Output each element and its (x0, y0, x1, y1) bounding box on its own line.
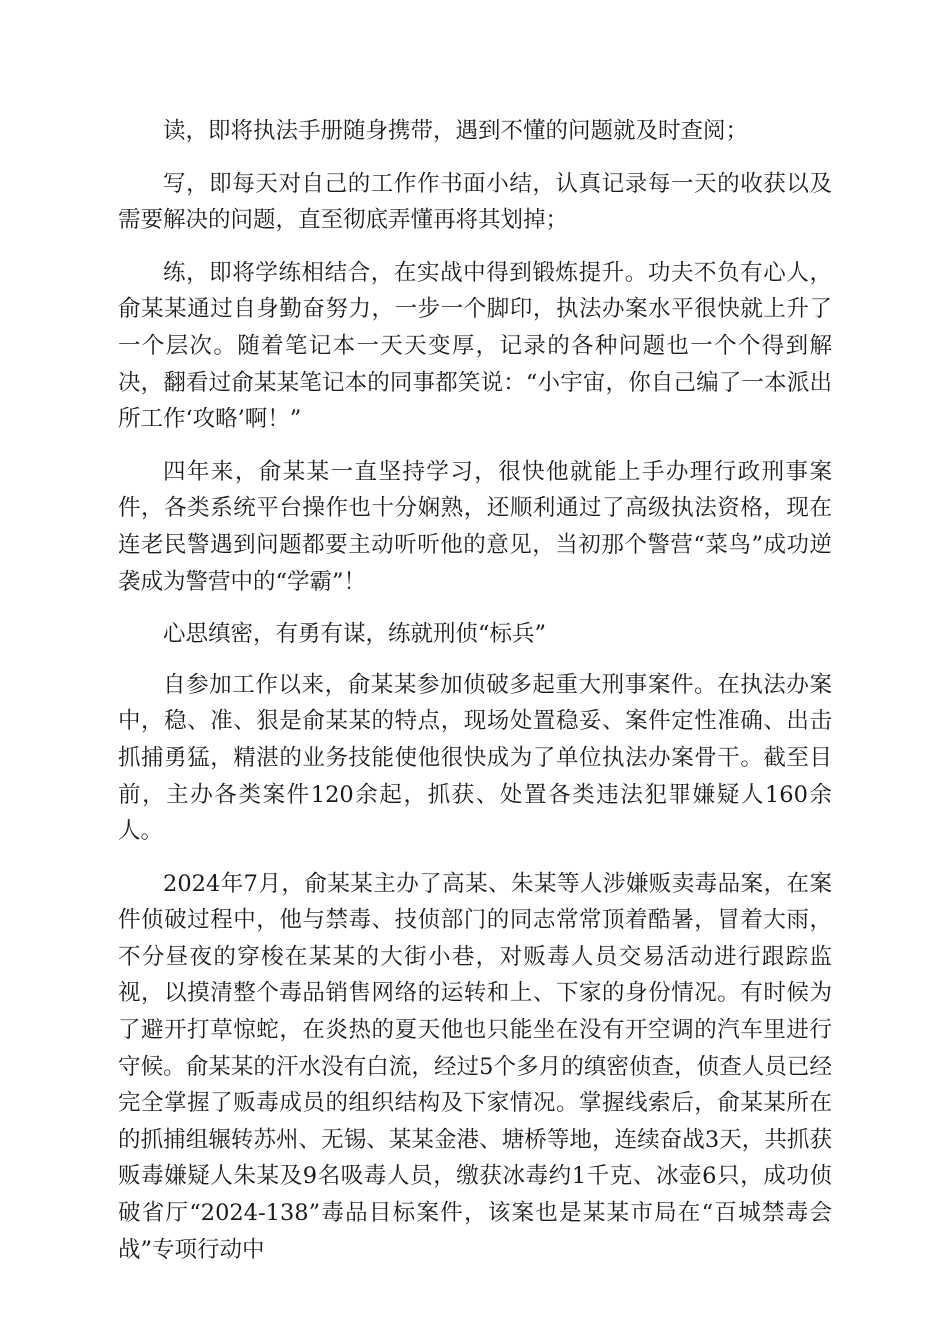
document-page (118, 113, 832, 1284)
paragraph-four-years: 四年来，俞某某一直坚持学习，很快他就能上手办理行政刑事案件，各类系统平台操作也十分娴熟，还顺利通过了高级执法资格，现在连老民警遇到问题都要主动听听他的意见，当初那个警营“菜鸟”成功逆袭成为警营中的“学霸”！ (118, 458, 832, 595)
paragraph-write: 写，即每天对自己的工作作书面小结，认真记录每一天的收获以及需要解决的问题，直至彻底弄懂再将其划掉； (118, 170, 832, 234)
paragraph-read: 读，即将执法手册随身携带，遇到不懂的问题就及时查阅； (163, 118, 749, 144)
paragraph-cases-overview: 自参加工作以来，俞某某参加侦破多起重大刑事案件。在执法办案中，稳、准、狠是俞某某的特点，现场处置稳妥、案件定性准确、出击抓捕勇猛，精湛的业务技能使他很快成为了单位执法办案骨干。截至目前，主办各类案件120余起，抓获、处置各类违法犯罪嫌疑人160余人。 (118, 671, 832, 845)
paragraph-practice: 练，即将学练相结合，在实战中得到锻炼提升。功夫不负有心人，俞某某通过自身勤奋努力，一步一个脚印，执法办案水平很快就上升了一个层次。随着笔记本一天天变厚，记录的各种问题也一个个得到解决，翻看过俞某某笔记本的同事都笑说：“小宇宙，你自己编了一本派出所工作‘攻略’啊！” (118, 259, 832, 433)
paragraph-drug-case: 2024年7月，俞某某主办了高某、朱某等人涉嫌贩卖毒品案，在案件侦破过程中，他与禁毒、技侦部门的同志常常顶着酷暑，冒着大雨，不分昼夜的穿梭在某某的大街小巷，对贩毒人员交易活动进行跟踪监视，以摸清整个毒品销售网络的运转和上、下家的身份情况。有时候为了避开打草惊蛇，在炎热的夏天他也只能坐在没有开空调的汽车里进行守候。俞某某的汗水没有白流，经过5个多月的缜密侦查，侦查人员已经完全掌握了贩毒成员的组织结构及下家情况。掌握线索后，俞某某所在的抓捕组辗转苏州、无锡、某某金港、塘桥等地，连续奋战3天，共抓获贩毒嫌疑人朱某及9名吸毒人员，缴获冰毒约1千克、冰壶6只，成功侦破省厅“2024-138”毒品目标案件，该案也是某某市局在“百城禁毒会战”专项行动中 (118, 870, 832, 1263)
section-heading: 心思缜密，有勇有谋，练就刑侦“标兵” (163, 621, 547, 648)
